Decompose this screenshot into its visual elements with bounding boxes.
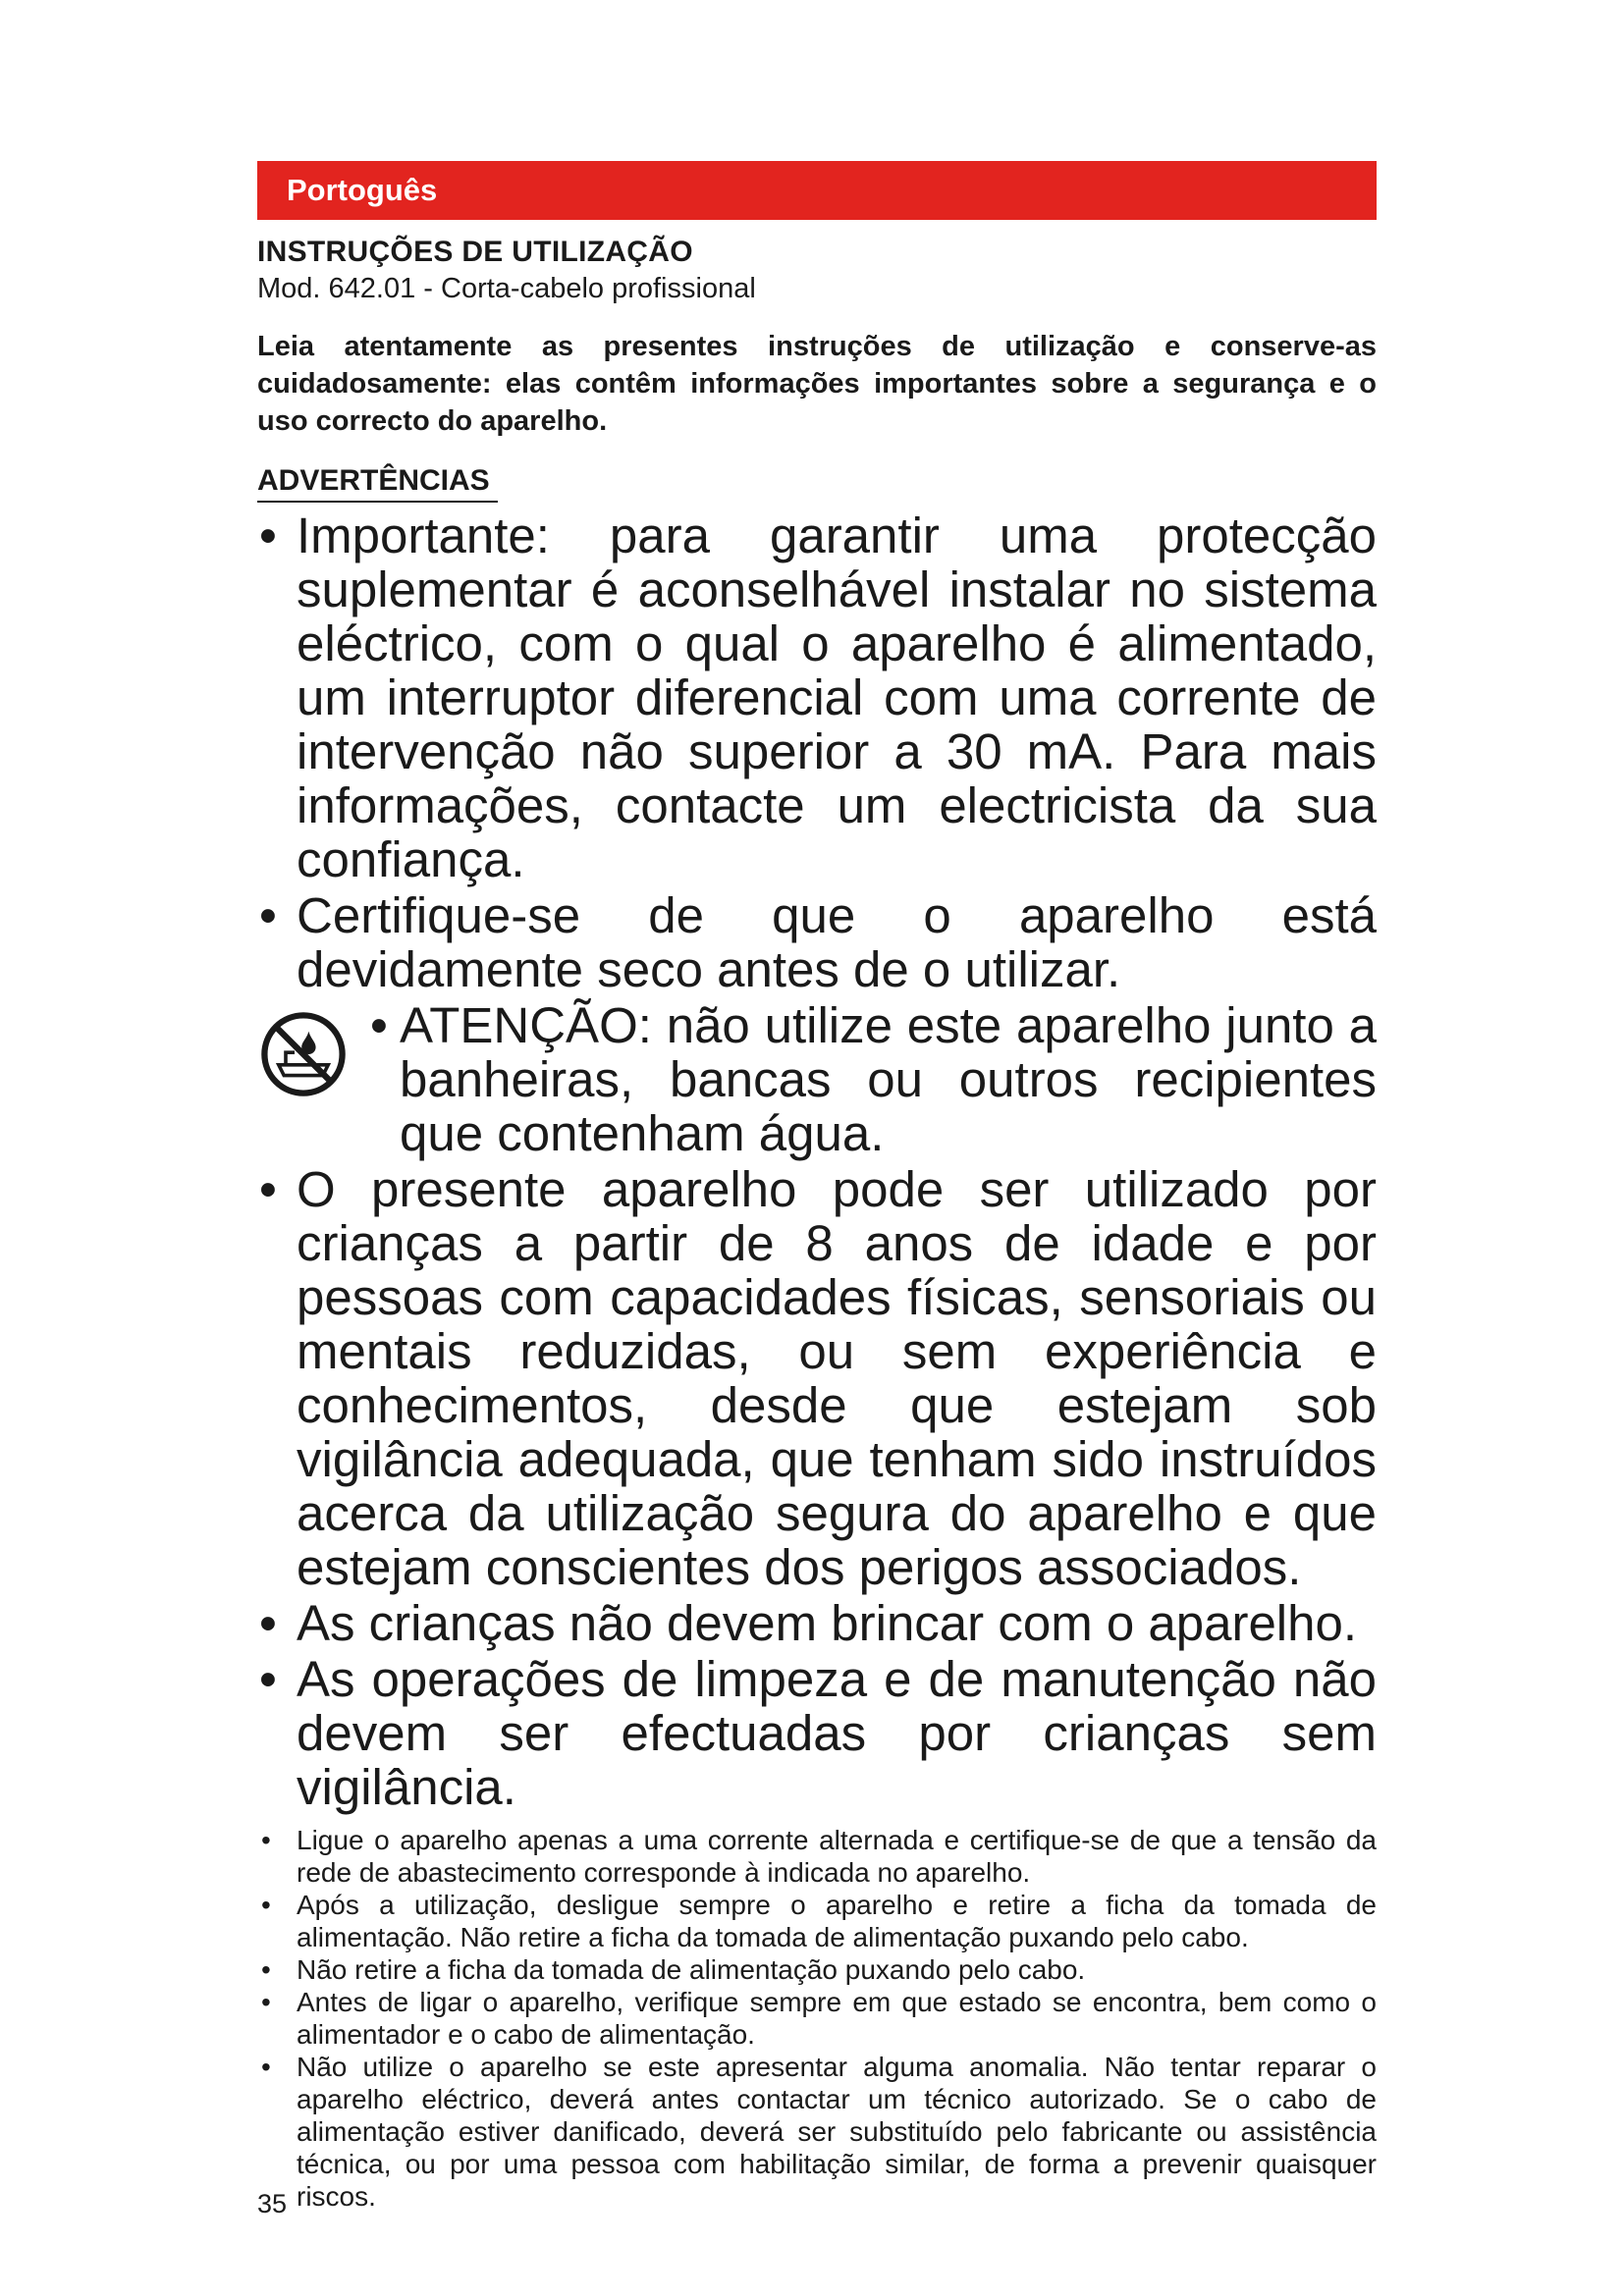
list-item (257, 1162, 1377, 1594)
language-label: Portoguês (287, 173, 438, 207)
list-item (257, 1986, 1377, 2051)
list-item-text: Não utilize o aparelho se este apresentar alguma anomalia. Não tentar reparar o aparelho eléctrico, deverá antes contactar um técnico autorizado. Se o cabo de alimentação estiver danificado, deverá ser substituído pelo fabricante ou assistência técnica, ou por uma pessoa com habilitação similar, de forma a prevenir quaisquer riscos. (297, 2052, 1377, 2212)
model-line: Mod. 642.01 - Corta-cabelo profissional (257, 273, 756, 304)
bullet: • (370, 997, 388, 1053)
bullet: • (261, 1890, 271, 1920)
list-item (257, 888, 1377, 996)
list-item-text: Não retire a ficha da tomada de alimentação puxando pelo cabo. (297, 1954, 1086, 1985)
water-warning-item (257, 998, 1377, 1160)
warning-item-text: ATENÇÃO: não utilize este aparelho junto a banheiras, bancas ou outros recipientes que contenham água. (400, 997, 1377, 1161)
list-item-text: As operações de limpeza e de manutenção não devem ser efectuadas por crianças sem vigilância. (297, 1651, 1377, 1815)
list-item-text: Ligue o aparelho apenas a uma corrente alternada e certifique-se de que a tensão da rede de abastecimento corresponde à indicada no aparelho. (297, 1825, 1377, 1888)
bullet: • (259, 1595, 277, 1651)
list-item (257, 2051, 1377, 2213)
list-item-text: Certifique-se de que o aparelho está devidamente seco antes de o utilizar. (297, 887, 1377, 997)
bullet: • (261, 1954, 271, 1985)
section-title-warnings: ADVERTÊNCIAS (257, 461, 498, 503)
bullet: • (261, 1987, 271, 2017)
document-title: INSTRUÇÕES DE UTILIZAÇÃO (257, 236, 693, 268)
list-item-text: As crianças não devem brincar com o aparelho. (297, 1595, 1358, 1651)
bullet: • (261, 2052, 271, 2082)
large-warnings-group (257, 508, 1377, 1814)
small-warnings-group (257, 1824, 1377, 2213)
bullet: • (259, 1651, 277, 1707)
manual-page (257, 161, 1377, 2213)
bullet: • (259, 507, 277, 563)
list-item (257, 1953, 1377, 1986)
list-item (257, 1824, 1377, 1889)
page-number: 35 (257, 2189, 288, 2218)
list-item-text: Importante: para garantir uma protecção suplementar é aconselhável instalar no sistema eléctrico, com o qual o aparelho é alimentado, um interruptor diferencial com uma corrente de intervenção não superior a 30 mA. Para mais informações, contacte um electricista da sua confiança. (297, 507, 1377, 887)
bullet: • (261, 1825, 271, 1855)
list-item (257, 508, 1377, 886)
no-water-bath-icon (259, 1010, 348, 1098)
bullet: • (259, 887, 277, 943)
bullet: • (259, 1161, 277, 1217)
list-item-text: Antes de ligar o aparelho, verifique sempre em que estado se encontra, bem como o alimentador e o cabo de alimentação. (297, 1987, 1377, 2050)
list-item-text: Após a utilização, desligue sempre o aparelho e retire a ficha da tomada de alimentação. Não retire a ficha da tomada de alimentação puxando pelo cabo. (297, 1890, 1377, 1952)
language-header-bar (257, 161, 1377, 220)
list-item (257, 1596, 1377, 1650)
list-item-text: O presente aparelho pode ser utilizado por crianças a partir de 8 anos de idade e por pessoas com capacidades físicas, sensoriais ou mentais reduzidas, ou sem experiência e conhecimentos, desde que estejam sob vigilância adequada, que tenham sido instruídos acerca da utilização segura do aparelho e que estejam conscientes dos perigos associados. (297, 1161, 1377, 1595)
list-item (257, 1652, 1377, 1814)
list-item (257, 1889, 1377, 1953)
intro-paragraph: Leia atentamente as presentes instruções de utilização e conserve-as cuidadosamente: elas contêm informações importantes sobre a segurança e o uso correcto do aparelho. (257, 331, 1377, 437)
